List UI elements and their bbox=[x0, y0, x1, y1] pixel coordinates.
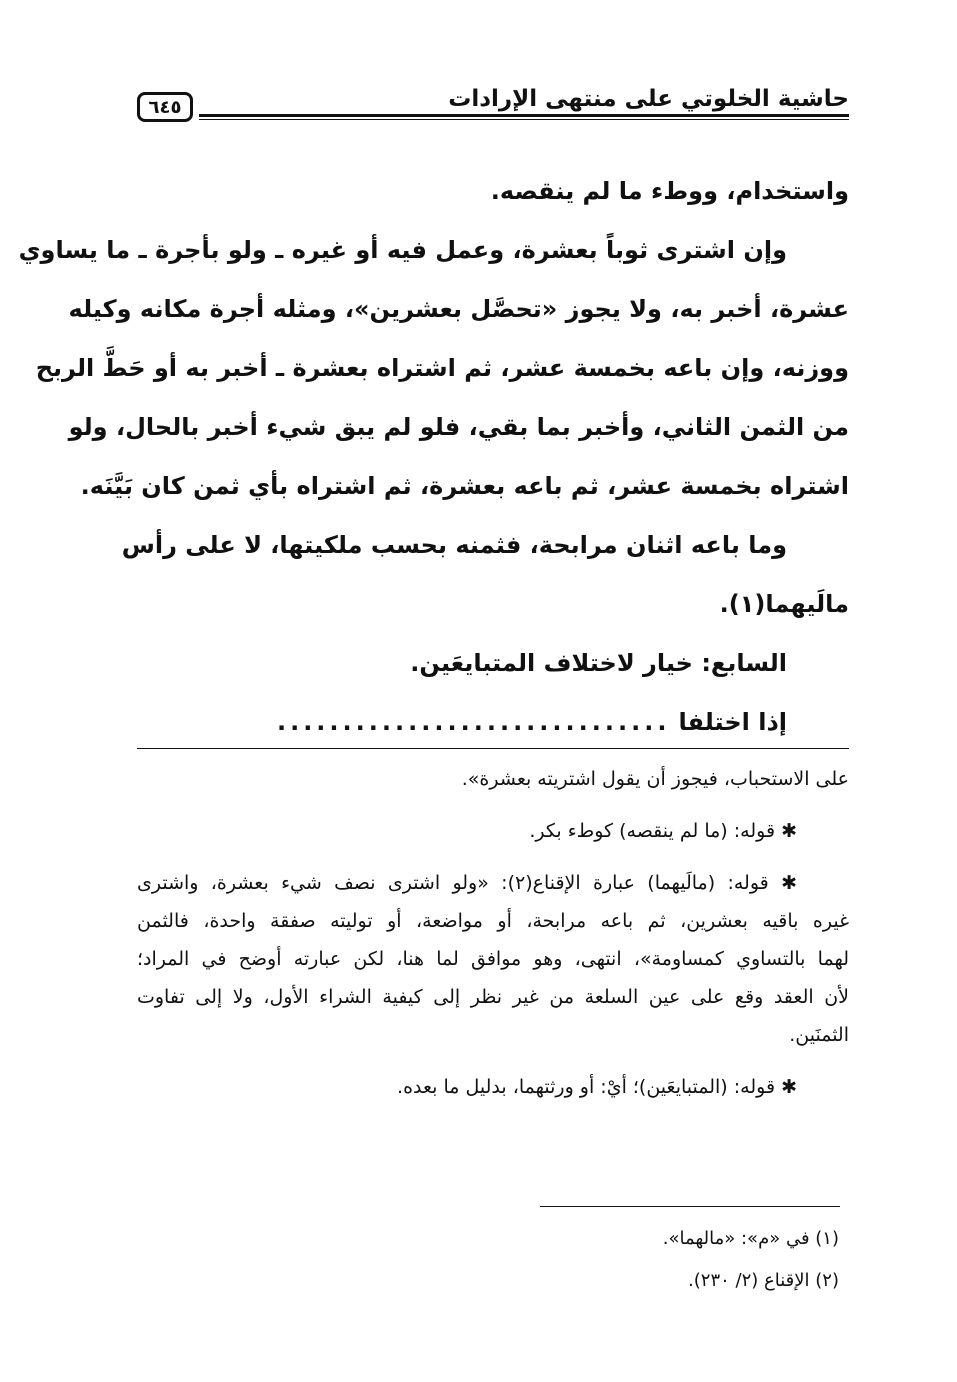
main-line-lead: إذا اختلفا bbox=[678, 708, 787, 736]
main-line: اشتراه بخمسة عشر، ثم باعه بعشرة، ثم اشتراه بأي ثمن كان بَيَّنَه. bbox=[80, 472, 849, 500]
main-line: وما باعه اثنان مرابحة، فثمنه بحسب ملكيتها، لا على رأس bbox=[121, 531, 787, 559]
star-icon: ✱ bbox=[781, 872, 797, 894]
page-header bbox=[137, 84, 849, 136]
main-text bbox=[18, 162, 849, 752]
section-heading: السابع: خيار لاختلاف المتبايعَين. bbox=[410, 649, 787, 677]
footnotes bbox=[439, 1218, 839, 1302]
continuation-dots: .............................. bbox=[276, 708, 671, 736]
main-line: مالَيهما(١). bbox=[719, 590, 849, 618]
commentary-entry bbox=[137, 864, 849, 902]
commentary-line: الثمنَين. bbox=[789, 1024, 849, 1046]
commentary bbox=[137, 760, 849, 1106]
commentary-text: قوله: (ما لم ينقصه) كوطء بكر. bbox=[529, 820, 776, 842]
main-line: واستخدام، ووطء ما لم ينقصه. bbox=[490, 177, 849, 205]
commentary-text: قوله: (المتبايعَين)؛ أيْ: أو ورثتهما، بدليل ما بعده. bbox=[397, 1076, 776, 1098]
commentary-line: على الاستحباب، فيجوز أن يقول اشتريته بعشرة». bbox=[461, 768, 849, 790]
commentary-line: غيره باقيه بعشرين، ثم باعه مرابحة، أو مواضعة، أو توليته صفقة واحدة، فالثمن bbox=[137, 910, 849, 932]
commentary-entry bbox=[137, 1068, 849, 1106]
footnote-rule bbox=[540, 1206, 840, 1207]
star-icon: ✱ bbox=[781, 1076, 797, 1098]
header-rule bbox=[199, 114, 849, 120]
star-icon: ✱ bbox=[781, 820, 797, 842]
text-separator-rule bbox=[137, 748, 849, 749]
footnote: (٢) الإقناع (٢/ ٢٣٠). bbox=[688, 1270, 839, 1291]
main-line-continued bbox=[137, 693, 849, 752]
commentary-line: لهما بالتساوي كمساومة»، انتهى، وهو موافق لما هنا، لكن عبارته أوضح في المراد؛ bbox=[137, 948, 849, 970]
main-line: ووزنه، وإن باعه بخمسة عشر، ثم اشتراه بعشرة ـ أخبر به أو حَطَّ الربح bbox=[35, 354, 849, 382]
main-line: من الثمن الثاني، وأخبر بما بقي، فلو لم يبق شيء أخبر بالحال، ولو bbox=[68, 413, 849, 441]
main-line: عشرة، أخبر به، ولا يجوز «تحصَّل بعشرين»، ومثله أجرة مكانه وكيله bbox=[68, 295, 849, 323]
commentary-line: لأن العقد وقع على عين السلعة من غير نظر إلى كيفية الشراء الأول، ولا إلى تفاوت bbox=[137, 986, 849, 1008]
commentary-entry bbox=[137, 812, 849, 850]
main-line: وإن اشترى ثوباً بعشرة، وعمل فيه أو غيره ـ ولو بأجرة ـ ما يساوي bbox=[18, 236, 787, 264]
footnote: (١) في «م»: «مالهما». bbox=[662, 1228, 839, 1249]
running-title: حاشية الخلوتي على منتهى الإرادات bbox=[448, 86, 849, 112]
page-number: ٦٤٥ bbox=[137, 92, 193, 122]
commentary-text: قوله: (مالَيهما) عبارة الإقناع(٢): «ولو اشترى نصف شيء بعشرة، واشترى bbox=[137, 872, 769, 894]
